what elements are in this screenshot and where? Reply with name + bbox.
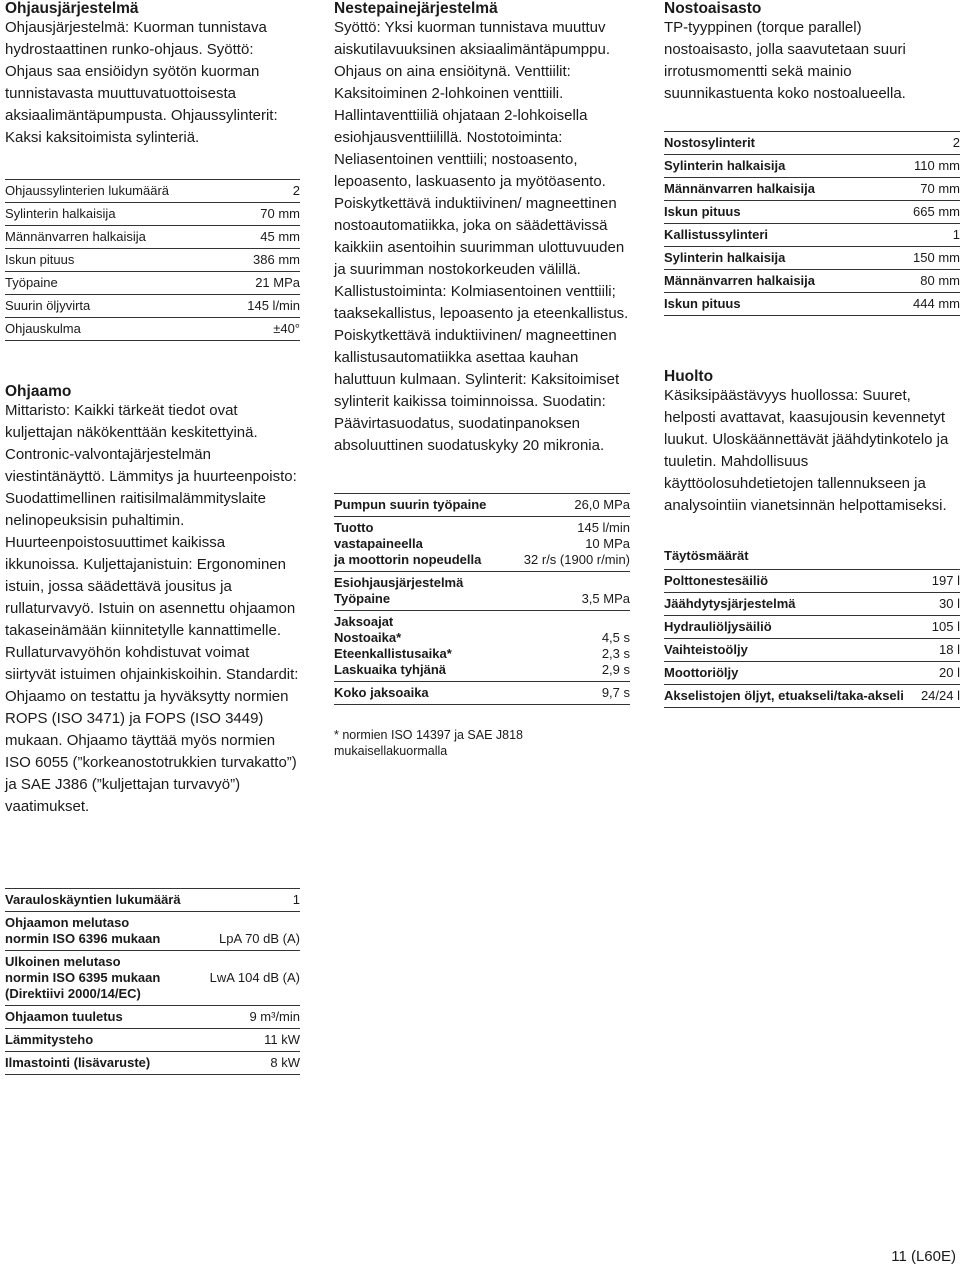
table-row: Polttonestesäiliö 197 l [664, 569, 960, 593]
table-row: Ulkoinen melutaso normin ISO 6395 mukaan (Direktiivi 2000/14/EC) LwA 104 dB (A) [5, 951, 300, 1006]
cab-table [5, 888, 300, 1075]
fill-heading: Täytösmäärät [664, 548, 749, 563]
table-row: Ohjaamon melutaso normin ISO 6396 mukaan LpA 70 dB (A) [5, 912, 300, 951]
table-row: Lämmitysteho 11 kW [5, 1029, 300, 1052]
table-row: Moottoriöljy 20 l [664, 662, 960, 685]
steering-text: Ohjausjärjestelmä: Kuorman tunnistava hydrostaattinen runko-ohjaus. Syöttö: Ohjaus saa ensiöidyn syötön kuorman tunnistavasta muuttuvatuottoisesta aksiaalimäntäpumpusta. Ohjaussylinterit: Kaksi kaksitoimista sylinteriä. [5, 19, 278, 146]
lift-arm-table [664, 131, 960, 316]
steering-heading: Ohjausjärjestelmä [5, 0, 139, 17]
table-row: Nostosylinterit 2 [664, 131, 960, 155]
table-row: Männänvarren halkaisija 80 mm [664, 270, 960, 293]
hydraulics-column [334, 0, 630, 759]
hydraulics-text: Syöttö: Yksi kuorman tunnistava muuttuv aiskutilavuuksinen aksiaalimäntäpumppu. Ohjaus on aina ensiöitynä. Venttiilit: Kaksitoiminen 2-lohkoinen venttiili. Hallintaventtiiliä ohjataan 2-lohkoisella esiohjausventtiilillä. Nostotoiminta: Neliasentoinen venttiili; nostoasento, lepoasento, laskuasento ja myötöasento. Poiskytkettävä induktiivinen/ magneettinen nostoautomatiikka, joka on säädettävissä kaikkiin asentoihin suurimman ulottuvuuden ja suurimman nostokorkeuden välillä. Kallistustoiminta: Kolmiasentoinen venttiili; taaksekallistus, lepoasento ja eteenkallistus. Poiskytkettävä induktiivinen/ magneettinen kallistusautomatiikka asettaa kauhan haluttuun kulmaan. Sylinterit: Kaksitoimiset sylinterit kaikissa toiminnoissa. Suodatin: Päävirtasuodatus, suodatinpanoksen absoluuttinen suodatuskyky 20 mikronia. [334, 19, 629, 454]
table-row: Suurin öljyvirta 145 l/min [5, 295, 300, 318]
table-row: Tuotto vastapaineella ja moottorin nopeudella 145 l/min 10 MPa 32 r/s (1900 r/min) [334, 517, 630, 572]
table-row: Työpaine 21 MPa [5, 272, 300, 295]
hydraulics-footnote: * normien ISO 14397 ja SAE J818 mukaisellakuormalla [334, 728, 524, 758]
table-row: Jäähdytysjärjestelmä 30 l [664, 593, 960, 616]
table-row: Akselistojen öljyt, etuakseli/taka-akseli 24/24 l [664, 685, 960, 708]
table-row: Varauloskäyntien lukumäärä 1 [5, 888, 300, 912]
page-number: 11 (L60E) [891, 1248, 956, 1265]
table-row: Kallistussylinteri 1 [664, 224, 960, 247]
table-row: Vaihteistoöljy 18 l [664, 639, 960, 662]
table-row: Sylinterin halkaisija 110 mm [664, 155, 960, 178]
table-row: Koko jaksoaika 9,7 s [334, 682, 630, 705]
table-row: Ohjaussylinterien lukumäärä 2 [5, 179, 300, 203]
table-row: Jaksoajat Nostoaika* Eteenkallistusaika* Laskuaika tyhjänä 4,5 s 2,3 s 2,9 s [334, 611, 630, 682]
table-row: Ohjaamon tuuletus 9 m³/min [5, 1006, 300, 1029]
table-row: Ohjauskulma ±40° [5, 318, 300, 341]
lift-arm-heading: Nostoaisasto [664, 0, 762, 17]
table-row: Männänvarren halkaisija 70 mm [664, 178, 960, 201]
table-row: Ilmastointi (lisävaruste) 8 kW [5, 1052, 300, 1075]
table-row: Pumpun suurin työpaine 26,0 MPa [334, 493, 630, 517]
table-row: Iskun pituus 665 mm [664, 201, 960, 224]
service-heading: Huolto [664, 368, 714, 385]
steering-column [5, 0, 300, 818]
table-row: Hydrauliöljysäiliö 105 l [664, 616, 960, 639]
table-row: Iskun pituus 386 mm [5, 249, 300, 272]
hydraulics-heading: Nestepainejärjestelmä [334, 0, 498, 17]
table-row: Männänvarren halkaisija 45 mm [5, 226, 300, 249]
lift-arm-column [664, 0, 960, 708]
lift-arm-text: TP-tyyppinen (torque parallel) nostoaisasto, jolla saavutetaan suuri irrotusmomentti sekä mainio suunnikastuenta koko nostoalueella. [664, 19, 906, 102]
fill-table [664, 569, 960, 708]
service-text: Käsiksipäästävyys huollossa: Suuret, helposti avattavat, kaasujousin kevennetyt luukut. Uloskäännettävät jäähdytinkotelo ja tuuletin. Mahdollisuus käyttöolosuhdetietojen tallennukseen ja analysointiin vianetsinnän helpottamiseksi. [664, 387, 949, 514]
cab-heading: Ohjaamo [5, 383, 72, 400]
table-row: Sylinterin halkaisija 70 mm [5, 203, 300, 226]
hydraulics-table [334, 493, 630, 705]
table-row: Iskun pituus 444 mm [664, 293, 960, 316]
table-row: Esiohjausjärjestelmä Työpaine 3,5 MPa [334, 572, 630, 611]
table-row: Sylinterin halkaisija 150 mm [664, 247, 960, 270]
steering-table [5, 179, 300, 341]
cab-text: Mittaristo: Kaikki tärkeät tiedot ovat kuljettajan näkökenttään keskitettyinä. Contronic-valvontajärjestelmän viestintänäyttö. Lämmitys ja huurteenpoisto: Suodattimellinen raitisilmalämmityslaite nelinopeuksisin puhaltimin. Huurteenpoistosuuttimet kaikissa ikkunoissa. Kuljettajanistuin: Ergonominen istuin, jossa säädettävä jousitus ja rullaturvavyö. Istuin on asennettu ohjaamon takaseinämään kiinnitetylle kannattimelle. Rullaturvavyöhön kohdistuvat voimat siirtyvät istuimen ohjainkiskoihin. Standardit: Ohjaamo on testattu ja hyväksytty normien ROPS (ISO 3471) ja FOPS (ISO 3449) mukaan. Ohjaamo täyttää myös normien ISO 6055 (”korkeanostotrukkien turvakatto”) ja SAE J386 (”kuljettajan turvavyö”) vaatimukset. [5, 402, 299, 815]
